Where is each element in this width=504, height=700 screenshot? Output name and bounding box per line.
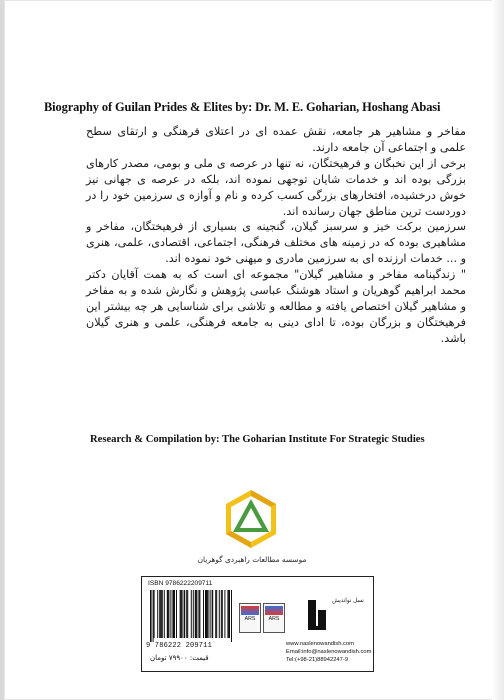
paragraph-1: مفاخر و مشاهیر هر جامعه، نقش عمده ای در اعتلای فرهنگی و ارتقای سطح علمی و اجتماعی آن جامعه دارند. bbox=[86, 125, 466, 154]
ars-badge-2 bbox=[263, 603, 285, 633]
barcode-icon bbox=[148, 590, 232, 642]
cover-edge bbox=[492, 0, 504, 700]
badge-group bbox=[239, 603, 303, 637]
barcode-digits: 9 786222 209711 bbox=[146, 642, 213, 650]
badge-label: ARS bbox=[268, 616, 280, 622]
hexagon-triangle-logo-icon bbox=[222, 488, 280, 552]
publisher-name bbox=[330, 598, 366, 605]
isbn-label: ISBN 9786222209711 bbox=[148, 580, 213, 587]
english-subtitle: Research & Compilation by: The Goharian Institute For Strategic Studies bbox=[90, 434, 425, 445]
badge-label: ARS bbox=[244, 616, 256, 622]
publisher-phone: Tel:(+98-21)88942247-9 bbox=[286, 657, 349, 663]
paragraph-3: سرزمین برکت خیز و سرسبز گیلان، گنجینه ی بسیاری از فرهیختگان، مفاخر و مشاهیری بوده که در زمینه های مختلف فرهنگی، اجتماعی، اقتصادی، علمی، هنری و ... خدمات ارزنده ای به سرزمین مادری و میهنی خود نموده اند. bbox=[86, 220, 466, 266]
english-title: Biography of Guilan Prides & Elites by: Dr. M. E. Goharian, Hoshang Abasi bbox=[44, 100, 441, 114]
paragraph-2: برخی از این نخبگان و فرهیختگان، نه تنها در عرصه ی ملی و بومی، مصدر کارهای بزرگی بوده اند و خدمات شایان توجهی نموده اند، بلکه در عرصه ی جهانی نیز خوش درخشیده، افتخارهای بزرگی کسب کرده و نام و آوازه ی سرزمین خود را در دوردست ترین مناطق جهان رسانده اند. bbox=[86, 156, 466, 218]
publisher-website: www.naslenowandish.com bbox=[286, 641, 354, 647]
price-label: قیمت: ۷۹۹۰۰ تومان bbox=[150, 654, 209, 662]
publisher-name-line: نسل نواندیش bbox=[332, 598, 364, 604]
publisher-contact bbox=[286, 640, 372, 664]
publisher-email: Email:info@naslenowandish.com bbox=[286, 649, 372, 655]
ars-badge-1 bbox=[239, 603, 261, 633]
paragraph-4: " زندگینامه مفاخر و مشاهیر گیلان" مجموعه ای است که به همت آقایان دکتر محمد ابراهیم گوهریان و استاد هوشنگ عباسی پژوهش و نگارش شده و به مفاخر و مشاهیر گیلان اختصاص یافته و مطالعه و تلاشی برای شناسایی هر چه بیشتر این فرهیختگان و بزرگان بوده، تا ادای دینی به جامعه فرهنگی، علمی و هنری گیلان باشد. bbox=[86, 268, 466, 345]
persian-body-text bbox=[86, 124, 466, 347]
logo-caption: موسسه مطالعات راهبردی گوهریان bbox=[197, 555, 307, 564]
